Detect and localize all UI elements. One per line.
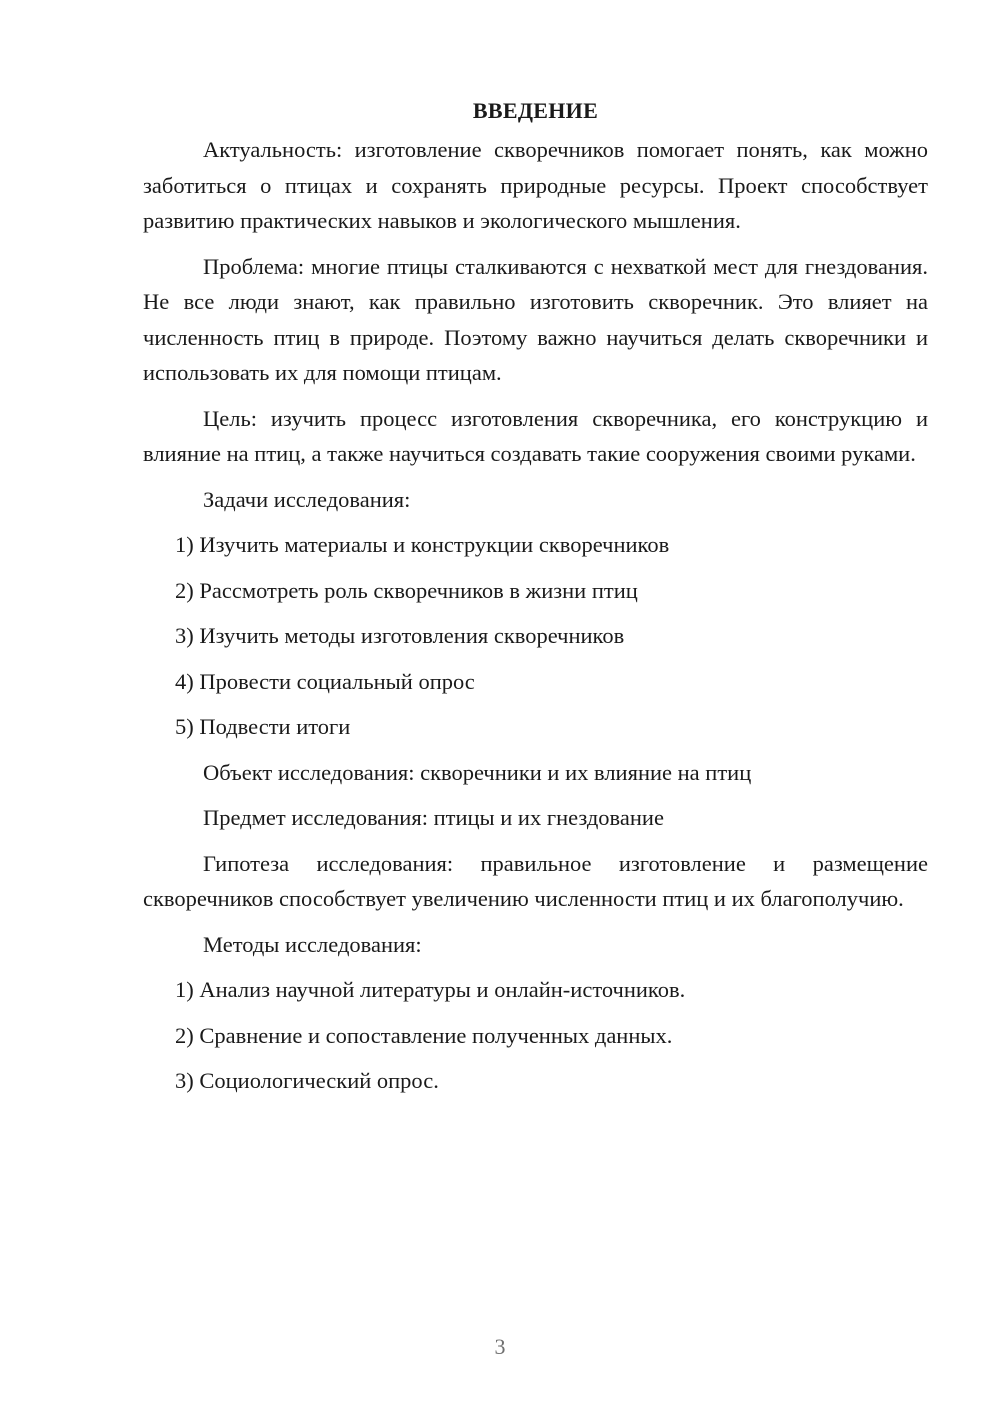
section-title: ВВЕДЕНИЕ	[472, 98, 599, 123]
methods-heading: Методы исследования:	[203, 931, 422, 957]
page-number: 3	[494, 1334, 506, 1359]
task-item-2: 2) Рассмотреть роль скворечников в жизни птиц	[175, 577, 638, 603]
task-item-3: 3) Изучить методы изготовления скворечников	[175, 623, 625, 648]
method-item-3: 3) Социологический опрос.	[175, 1068, 439, 1093]
tasks-heading: Задачи исследования:	[203, 486, 411, 512]
task-item-4: 4) Провести социальный опрос	[175, 668, 475, 694]
document-page	[143, 96, 928, 1109]
subject-line: Предмет исследования: птицы и их гнездование	[203, 805, 664, 830]
object-line: Объект исследования: скворечники и их влияние на птиц	[203, 759, 752, 785]
task-item-5: 5) Подвести итоги	[175, 714, 351, 739]
goal-paragraph: Цель: изучить процесс изготовления скворечника, его конструкцию и влияние на птиц, а также научиться создавать такие сооружения своими руками.	[143, 405, 928, 466]
task-item-1: 1) Изучить материалы и конструкции скворечников	[175, 532, 670, 557]
hypothesis-paragraph: Гипотеза исследования: правильное изготовление и размещение скворечников способствует увеличению численности птиц и их благополучию.	[143, 850, 928, 911]
method-item-2: 2) Сравнение и сопоставление полученных данных.	[175, 1022, 673, 1048]
problem-paragraph: Проблема: многие птицы сталкиваются с нехваткой мест для гнездования. Не все люди знают, как правильно изготовить скворечник. Это влияет на численность птиц в природе. Поэтому важно научиться делать скворечники и использовать их для помощи птицам.	[143, 253, 928, 385]
method-item-1: 1) Анализ научной литературы и онлайн-источников.	[175, 977, 686, 1002]
actuality-paragraph: Актуальность: изготовление скворечников помогает понять, как можно заботиться о птицах и сохранять природные ресурсы. Проект способствует развитию практических навыков и экологического мышления.	[143, 137, 928, 233]
